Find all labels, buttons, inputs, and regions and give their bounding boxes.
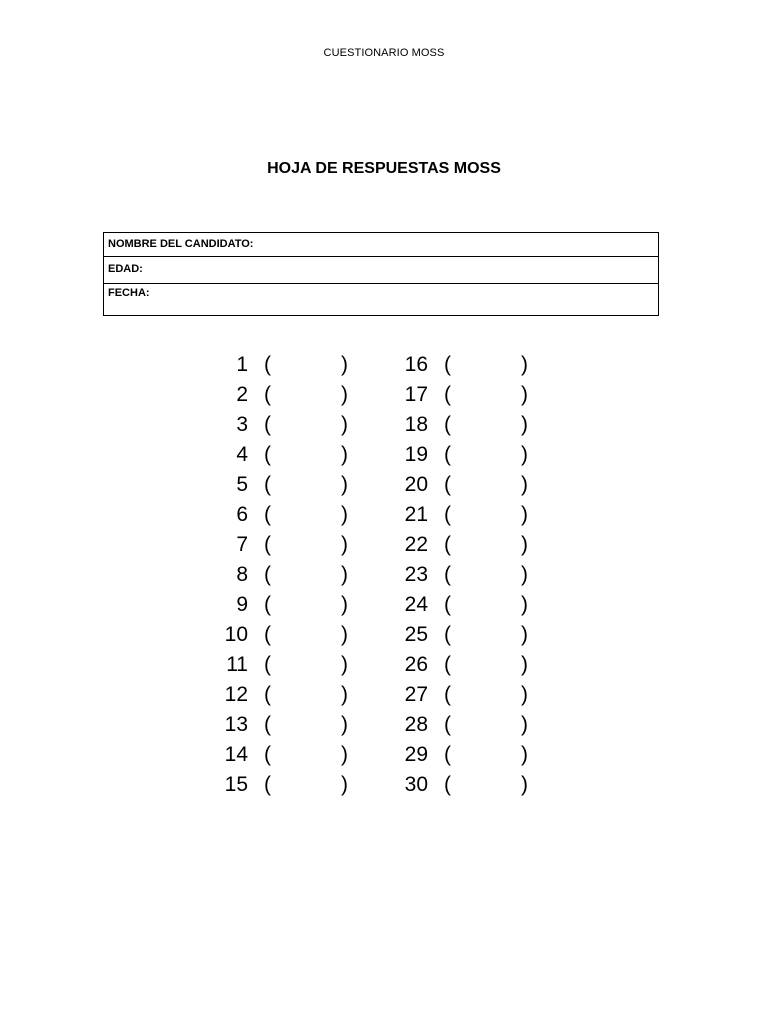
question-number: 4 [236,443,248,466]
answer-row [378,560,548,590]
answer-close-paren: ) [341,653,348,676]
answer-row [198,410,368,440]
question-number: 3 [236,413,248,436]
answer-close-paren: ) [521,773,528,796]
answer-open-paren[interactable]: ( [444,593,451,616]
question-number: 23 [404,563,428,586]
answer-open-paren[interactable]: ( [264,683,271,706]
question-number: 11 [226,653,248,676]
answer-open-paren[interactable]: ( [444,683,451,706]
answer-row [198,590,368,620]
answer-open-paren[interactable]: ( [444,623,451,646]
answer-close-paren: ) [341,353,348,376]
answer-close-paren: ) [521,533,528,556]
age-label: EDAD: [108,263,143,275]
question-number: 30 [404,773,428,796]
question-number: 7 [236,533,248,556]
answer-row [198,770,368,800]
question-number: 13 [224,713,248,736]
answer-row [378,470,548,500]
question-number: 24 [404,593,428,616]
answer-row [378,380,548,410]
answer-open-paren[interactable]: ( [444,773,451,796]
answer-open-paren[interactable]: ( [444,353,451,376]
answer-close-paren: ) [341,413,348,436]
answer-close-paren: ) [521,683,528,706]
date-field[interactable] [104,284,658,315]
answer-open-paren[interactable]: ( [264,533,271,556]
answer-row [198,500,368,530]
answer-open-paren[interactable]: ( [444,653,451,676]
answer-row [378,740,548,770]
question-number: 17 [404,383,428,406]
question-number: 8 [236,563,248,586]
answer-open-paren[interactable]: ( [444,383,451,406]
question-number: 25 [404,623,428,646]
answer-column-left [198,350,368,800]
answer-close-paren: ) [521,653,528,676]
answer-open-paren[interactable]: ( [264,473,271,496]
answer-row [378,500,548,530]
answer-close-paren: ) [521,563,528,586]
answer-open-paren[interactable]: ( [264,563,271,586]
answer-close-paren: ) [341,473,348,496]
answer-close-paren: ) [341,503,348,526]
question-number: 10 [224,623,248,646]
answer-row [198,380,368,410]
answer-row [198,530,368,560]
candidate-info-table [103,232,659,316]
answer-close-paren: ) [521,473,528,496]
answer-close-paren: ) [341,533,348,556]
answer-open-paren[interactable]: ( [264,623,271,646]
question-number: 27 [404,683,428,706]
question-number: 9 [236,593,248,616]
answer-row [198,440,368,470]
answer-open-paren[interactable]: ( [444,473,451,496]
page-title: HOJA DE RESPUESTAS MOSS [267,160,501,177]
answer-row [198,350,368,380]
answer-close-paren: ) [341,383,348,406]
answer-row [378,590,548,620]
question-number: 1 [236,353,248,376]
answer-row [198,620,368,650]
question-number: 22 [404,533,428,556]
answer-close-paren: ) [341,713,348,736]
answer-open-paren[interactable]: ( [444,713,451,736]
age-field[interactable] [104,257,658,284]
date-label: FECHA: [108,287,150,299]
answer-close-paren: ) [341,623,348,646]
answer-row [378,710,548,740]
answer-close-paren: ) [521,593,528,616]
answer-open-paren[interactable]: ( [264,593,271,616]
candidate-name-label: NOMBRE DEL CANDIDATO: [108,238,254,250]
answer-close-paren: ) [341,593,348,616]
answer-close-paren: ) [521,443,528,466]
answer-open-paren[interactable]: ( [444,743,451,766]
answer-row [378,650,548,680]
question-number: 28 [404,713,428,736]
answer-close-paren: ) [521,743,528,766]
answer-row [198,650,368,680]
answer-close-paren: ) [341,773,348,796]
answer-open-paren[interactable]: ( [264,503,271,526]
answer-open-paren[interactable]: ( [264,383,271,406]
answer-row [378,440,548,470]
answer-open-paren[interactable]: ( [264,713,271,736]
answer-close-paren: ) [521,383,528,406]
answer-row [198,710,368,740]
answer-row [378,410,548,440]
answer-close-paren: ) [341,743,348,766]
question-number: 12 [224,683,248,706]
question-number: 19 [404,443,428,466]
question-number: 2 [236,383,248,406]
answer-open-paren[interactable]: ( [264,653,271,676]
answer-close-paren: ) [521,503,528,526]
question-number: 5 [236,473,248,496]
question-number: 21 [404,503,428,526]
answer-row [198,470,368,500]
answer-open-paren[interactable]: ( [444,443,451,466]
answer-grid [0,350,768,810]
candidate-name-field[interactable] [104,233,658,257]
answer-row [378,350,548,380]
answer-close-paren: ) [521,713,528,736]
answer-close-paren: ) [521,413,528,436]
answer-close-paren: ) [341,683,348,706]
answer-close-paren: ) [521,623,528,646]
answer-open-paren[interactable]: ( [264,443,271,466]
question-number: 16 [404,353,428,376]
answer-open-paren[interactable]: ( [444,503,451,526]
answer-row [378,620,548,650]
answer-close-paren: ) [341,443,348,466]
question-number: 6 [236,503,248,526]
answer-row [198,680,368,710]
answer-open-paren[interactable]: ( [264,353,271,376]
answer-open-paren[interactable]: ( [444,413,451,436]
answer-row [198,740,368,770]
answer-close-paren: ) [521,353,528,376]
answer-row [378,530,548,560]
question-number: 15 [224,773,248,796]
question-number: 26 [404,653,428,676]
answer-row [378,770,548,800]
answer-open-paren[interactable]: ( [444,563,451,586]
answer-row [378,680,548,710]
answer-open-paren[interactable]: ( [264,743,271,766]
answer-close-paren: ) [341,563,348,586]
answer-row [198,560,368,590]
answer-open-paren[interactable]: ( [264,413,271,436]
question-number: 14 [224,743,248,766]
answer-column-right [378,350,548,800]
answer-open-paren[interactable]: ( [444,533,451,556]
question-number: 20 [404,473,428,496]
question-number: 29 [404,743,428,766]
answer-open-paren[interactable]: ( [264,773,271,796]
question-number: 18 [404,413,428,436]
page-header: CUESTIONARIO MOSS [323,47,445,59]
